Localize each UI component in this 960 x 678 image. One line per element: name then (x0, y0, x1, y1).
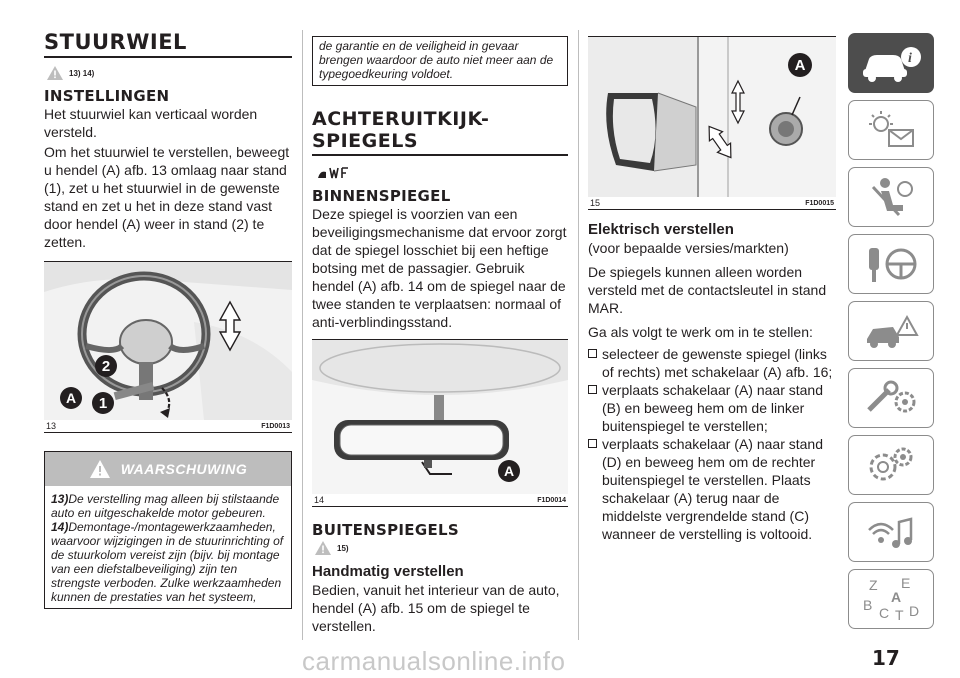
tab-car-info[interactable] (848, 33, 934, 93)
page-title: STUURWIEL (44, 30, 187, 54)
chapter-sidebar (848, 33, 934, 636)
warning-title: WAARSCHUWING (120, 461, 248, 477)
list-item: selecteer de gewenste spiegel (links of rechts) met schakelaar (A) afb. 16; (588, 345, 836, 381)
subheading-handmatig: Handmatig verstellen (312, 563, 464, 580)
gears-icon (859, 443, 923, 487)
environment-hand-icon (314, 164, 354, 182)
list-item: verplaats schakelaar (A) naar stand (B) en beweeg hem om de linker buitenspiegel te verstellen; (588, 381, 836, 435)
tab-multimedia[interactable] (848, 502, 934, 562)
tab-warning-lights[interactable] (848, 100, 934, 160)
bullet-square-icon (588, 349, 597, 358)
figure-code: F1D0014 (537, 497, 566, 504)
title-rule (312, 154, 568, 156)
figure-number: 13 (46, 421, 57, 431)
tab-emergency[interactable] (848, 301, 934, 361)
column-divider (302, 30, 303, 640)
paragraph: Ga als volgt te werk om in te stellen: (588, 324, 813, 340)
bullet-square-icon (588, 439, 597, 448)
warning-lights-icon (859, 108, 923, 152)
key-steering-icon (859, 242, 923, 286)
section-title-achteruitkijkspiegels: ACHTERUITKIJK-SPIEGELS (312, 108, 490, 152)
info-refs (314, 164, 568, 182)
tab-maintenance[interactable] (848, 368, 934, 428)
callout-2: 2 (95, 355, 117, 377)
figure-caption (588, 197, 836, 209)
warning-body (45, 486, 291, 608)
tab-starting-driving[interactable] (848, 234, 934, 294)
tab-safety[interactable] (848, 167, 934, 227)
refs-text: 13) 14) (69, 68, 95, 78)
car-info-icon (859, 43, 923, 83)
steps-list (588, 345, 836, 543)
rear-view-mirror-illustration (312, 340, 568, 494)
warning-box (44, 451, 292, 609)
warning-triangle-icon (314, 540, 332, 556)
paragraph: Bedien, vanuit het interieur van de auto, hendel (A) afb. 15 om de spiegel te verstellen. (312, 582, 560, 634)
warning-header (45, 452, 291, 486)
warning-refs (314, 539, 568, 557)
paragraph: Om het stuurwiel te verstellen, beweegt u hendel (A) afb. 13 omlaag naar stand (1), zet u het stuurwiel in de gewenste stand en zet u het in deze stand vast door hendel (A) weer in stand (2) te zetten. (44, 144, 290, 250)
multimedia-icon (859, 510, 923, 554)
figure-code: F1D0013 (261, 423, 290, 430)
figure-13 (44, 261, 292, 433)
warning-item-13: 13)De verstelling mag alleen bij stilstaande auto en uitgeschakelde motor gebeuren. (51, 492, 280, 520)
index-letters-icon: Z E A B C T D (863, 575, 920, 623)
title-rule (44, 56, 292, 58)
bullet-square-icon (588, 385, 597, 394)
column-1 (44, 30, 292, 609)
figure-caption (44, 420, 292, 432)
callout-a: A (60, 387, 82, 409)
callout-a: A (788, 53, 812, 77)
warning-refs (46, 64, 292, 82)
figure-15 (588, 36, 836, 210)
column-divider (578, 30, 579, 640)
warning-triangle-icon (89, 459, 111, 479)
accident-icon (859, 309, 923, 353)
figure-caption (312, 494, 568, 506)
callout-a: A (498, 460, 520, 482)
page-number: 17 (872, 646, 900, 670)
wrench-gears-icon (859, 376, 923, 420)
callout-1: 1 (92, 392, 114, 414)
section-heading-instellingen: INSTELLINGEN (44, 87, 170, 105)
tab-index[interactable] (848, 569, 934, 629)
watermark: carmanualsonline.info (302, 646, 566, 676)
refs-text: 15) (337, 543, 349, 553)
airbag-seat-icon (859, 175, 923, 219)
column-3 (588, 36, 836, 543)
warning-continuation: de garantie en de veiligheid in gevaar brengen waardoor de auto niet meer aan de typegoedkeuring voldoet. (312, 36, 568, 86)
figure-number: 14 (314, 495, 325, 505)
warning-item-14: 14)Demontage-/montagewerkzaamheden, waarvoor wijzigingen in de stuurinrichting of de stuurkolom vereist zijn (bijv. bij montage van een diefstalbeveiliging) zijn ten strengste verboden. Zulke werkzaamheden kunnen de prestaties van het systeem, (51, 520, 284, 604)
subheading-elektrisch: Elektrisch verstellen (588, 221, 734, 238)
paragraph: De spiegels kunnen alleen worden versteld met de contactsleutel in stand MAR. (588, 264, 827, 316)
column-2 (312, 36, 568, 637)
warning-triangle-icon (46, 65, 64, 81)
figure-number: 15 (590, 198, 601, 208)
paragraph: Deze spiegel is voorzien van een beveiligingsmechanisme dat ervoor zorgt dat de spiegel losschiet bij een heftige botsing met de passagier. Gebruik hendel (A) afb. 14 om de spiegel naar de twee standen te verplaatsen: normaal of anti-verblindingsstand. (312, 206, 567, 330)
list-item: verplaats schakelaar (A) naar stand (D) en beweeg hem om de rechter buitenspiegel te verstellen. Plaats schakelaar (A) terug naar de middelste vergrendelde stand (C) wanneer de verstelling is voltooid. (588, 435, 836, 543)
paragraph: (voor bepaalde versies/markten) (588, 240, 789, 256)
section-heading-binnenspiegel: BINNENSPIEGEL (312, 187, 451, 205)
tab-technical-data[interactable] (848, 435, 934, 495)
paragraph: Het stuurwiel kan verticaal worden versteld. (44, 106, 258, 140)
figure-14 (312, 339, 568, 507)
figure-code: F1D0015 (805, 200, 834, 207)
svg-text:i: i (908, 51, 912, 66)
section-heading-buitenspiegels: BUITENSPIEGELS (312, 521, 459, 539)
